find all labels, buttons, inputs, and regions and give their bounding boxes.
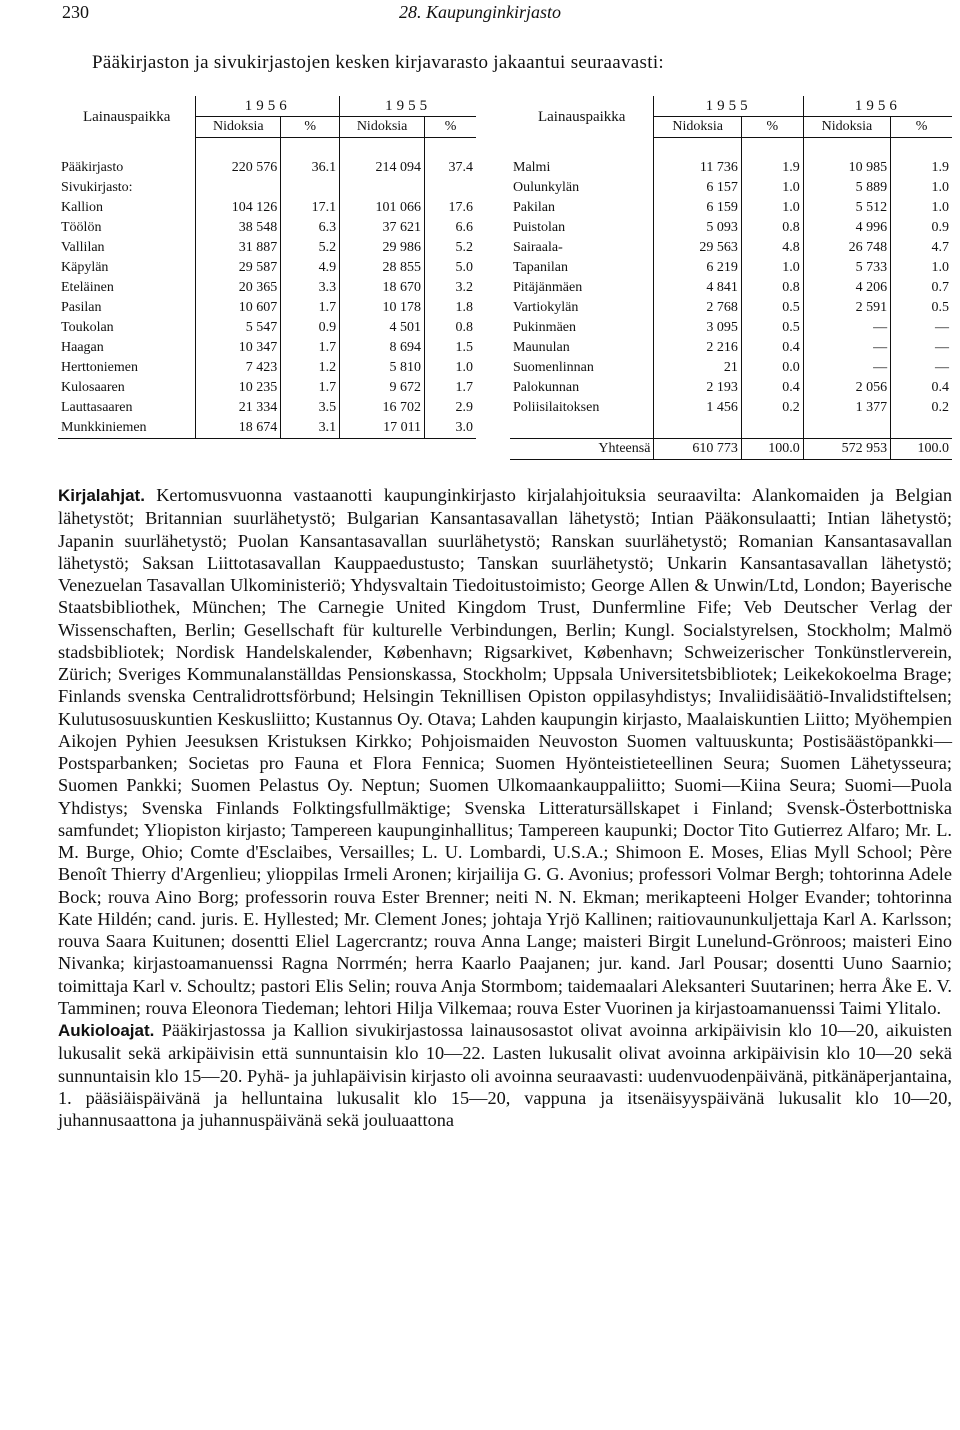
percent-cell: 17.6 [448, 200, 473, 215]
percent-cell: 1.5 [455, 340, 473, 355]
volumes-cell: 4 841 [654, 278, 741, 298]
percent-cell: 17.1 [281, 198, 340, 218]
volumes-cell: 4 996 [803, 218, 890, 238]
volumes-cell: 2 193 [654, 378, 741, 398]
table-row [58, 358, 476, 378]
column-header-percent: % [891, 117, 952, 138]
percent-cell: 1.0 [455, 360, 473, 375]
place-name-cell: Haagan [58, 338, 196, 358]
column-header-place: Lainauspaikka [58, 96, 196, 138]
volumes-cell: 7 423 [196, 358, 281, 378]
percent-cell: 1.0 [741, 198, 803, 218]
volumes-cell: 5 512 [803, 198, 890, 218]
volumes-cell: 16 702 [340, 398, 425, 418]
volumes-cell: 38 548 [196, 218, 281, 238]
percent-cell: — [935, 360, 949, 375]
place-name-cell: Suomenlinnan [510, 358, 654, 378]
percent-cell: 0.5 [931, 300, 949, 315]
place-name-cell: Lauttasaaren [58, 398, 196, 418]
percent-cell [281, 178, 340, 198]
volumes-cell: 17 011 [340, 418, 425, 439]
volumes-cell: 37 621 [340, 218, 425, 238]
percent-cell: — [935, 320, 949, 335]
volumes-cell: 5 810 [340, 358, 425, 378]
place-name-cell: Sairaala- [510, 238, 654, 258]
percent-cell: 1.0 [741, 258, 803, 278]
percent-cell: 1.7 [281, 378, 340, 398]
place-name-cell: Tapanilan [510, 258, 654, 278]
percent-cell: 1.7 [455, 380, 473, 395]
percent-cell: 1.2 [281, 358, 340, 378]
percent-cell: 6.6 [455, 220, 473, 235]
paragraph [58, 484, 952, 1019]
total-volumes: 610 773 [654, 439, 741, 460]
column-header-place: Lainauspaikka [510, 96, 654, 138]
body-text [58, 484, 952, 1131]
volumes-cell: 21 [654, 358, 741, 378]
volumes-cell: 28 855 [340, 258, 425, 278]
column-header-percent: % [425, 117, 476, 138]
percent-cell: 1.8 [455, 300, 473, 315]
percent-cell: 1.9 [931, 160, 949, 175]
section-heading: Pääkirjaston ja sivukirjastojen kesken kirjavarasto jakaantui seuraavasti: [92, 52, 664, 73]
place-name-cell: Eteläinen [58, 278, 196, 298]
percent-cell: 1.9 [741, 158, 803, 178]
total-label: Yhteensä [510, 439, 654, 460]
volumes-cell: 21 334 [196, 398, 281, 418]
percent-cell: 1.0 [931, 260, 949, 275]
volumes-cell: 2 056 [803, 378, 890, 398]
column-header-volumes: Nidoksia [196, 117, 281, 138]
table-row [58, 398, 476, 418]
place-name-cell: Vartiokylän [510, 298, 654, 318]
table-row [510, 298, 952, 318]
volumes-cell: 104 126 [196, 198, 281, 218]
running-title: 28. Kaupunginkirjasto [398, 2, 561, 22]
volumes-cell [196, 178, 281, 198]
volumes-cell: 220 576 [196, 158, 281, 178]
column-header-volumes: Nidoksia [803, 117, 890, 138]
volumes-cell [340, 178, 425, 198]
volumes-cell: 10 178 [340, 298, 425, 318]
volumes-cell: 10 607 [196, 298, 281, 318]
percent-cell: 3.2 [455, 280, 473, 295]
table-row [58, 318, 476, 338]
volumes-cell: — [803, 318, 890, 338]
volumes-cell: 2 591 [803, 298, 890, 318]
place-name-cell: Oulunkylän [510, 178, 654, 198]
percent-cell: — [935, 340, 949, 355]
volumes-cell: 5 093 [654, 218, 741, 238]
volumes-cell: 8 694 [340, 338, 425, 358]
volumes-cell: 6 157 [654, 178, 741, 198]
table-row [58, 198, 476, 218]
percent-cell: 0.0 [741, 358, 803, 378]
volumes-cell: 2 216 [654, 338, 741, 358]
percent-cell: 3.5 [281, 398, 340, 418]
volumes-cell: 9 672 [340, 378, 425, 398]
paragraph-heading: Aukioloajat. [58, 1021, 155, 1040]
volumes-cell: 3 095 [654, 318, 741, 338]
volumes-cell: 31 887 [196, 238, 281, 258]
table-row [510, 198, 952, 218]
volumes-cell: 1 456 [654, 398, 741, 418]
table-row [58, 298, 476, 318]
volumes-cell: 10 235 [196, 378, 281, 398]
volumes-cell: 26 748 [803, 238, 890, 258]
percent-cell: 0.8 [455, 320, 473, 335]
place-name-cell: Toukolan [58, 318, 196, 338]
place-name-cell: Kallion [58, 198, 196, 218]
table-row [58, 278, 476, 298]
table-row [58, 178, 476, 198]
column-header-year: 1955 [385, 98, 432, 114]
volumes-cell: 5 547 [196, 318, 281, 338]
volumes-cell: 1 377 [803, 398, 890, 418]
volumes-cell: 18 674 [196, 418, 281, 439]
place-name-cell: Herttoniemen [58, 358, 196, 378]
place-name-cell: Pääkirjasto [58, 158, 196, 178]
place-name-cell: Pukinmäen [510, 318, 654, 338]
table-row [58, 238, 476, 258]
total-volumes: 572 953 [803, 439, 890, 460]
place-name-cell: Maunulan [510, 338, 654, 358]
percent-cell: 1.0 [931, 200, 949, 215]
percent-cell: 1.0 [931, 180, 949, 195]
table-row [510, 158, 952, 178]
column-header-percent: % [281, 117, 340, 138]
place-name-cell: Malmi [510, 158, 654, 178]
percent-cell: 6.3 [281, 218, 340, 238]
place-name-cell: Vallilan [58, 238, 196, 258]
table-row [58, 218, 476, 238]
volumes-cell: 18 670 [340, 278, 425, 298]
percent-cell: 1.7 [281, 298, 340, 318]
percent-cell: 0.8 [741, 278, 803, 298]
volumes-cell: 5 889 [803, 178, 890, 198]
percent-cell: 0.9 [281, 318, 340, 338]
paragraph-heading: Kirjalahjat. [58, 486, 145, 505]
percent-cell: 0.5 [741, 318, 803, 338]
place-name-cell: Pasilan [58, 298, 196, 318]
place-name-cell: Kulosaaren [58, 378, 196, 398]
place-name-cell: Pitäjänmäen [510, 278, 654, 298]
volumes-cell: 6 159 [654, 198, 741, 218]
volumes-cell: — [803, 338, 890, 358]
table-row [58, 338, 476, 358]
volumes-cell: 4 206 [803, 278, 890, 298]
table-row [510, 278, 952, 298]
page-header [0, 0, 960, 30]
total-percent: 100.0 [741, 439, 803, 460]
percent-cell: 0.2 [931, 400, 949, 415]
percent-cell: 37.4 [448, 160, 473, 175]
volumes-cell: 101 066 [340, 198, 425, 218]
percent-cell: 0.2 [741, 398, 803, 418]
percent-cell: 3.3 [281, 278, 340, 298]
table-row [58, 258, 476, 278]
volumes-cell: 20 365 [196, 278, 281, 298]
table-row [58, 158, 476, 178]
percent-cell: 4.7 [931, 240, 949, 255]
percent-cell: 4.9 [281, 258, 340, 278]
percent-cell: 0.4 [741, 338, 803, 358]
percent-cell: 3.0 [425, 418, 476, 439]
percent-cell: 2.9 [455, 400, 473, 415]
percent-cell: 36.1 [281, 158, 340, 178]
table-row [510, 398, 952, 418]
volumes-cell: 4 501 [340, 318, 425, 338]
place-name-cell: Pakilan [510, 198, 654, 218]
column-header-volumes: Nidoksia [654, 117, 741, 138]
table-row [510, 218, 952, 238]
volumes-cell: 2 768 [654, 298, 741, 318]
column-header-percent: % [741, 117, 803, 138]
volumes-cell: 10 985 [803, 158, 890, 178]
volumes-cell: 10 347 [196, 338, 281, 358]
percent-cell: 3.1 [281, 418, 340, 439]
volumes-cell: 29 587 [196, 258, 281, 278]
table-row [510, 378, 952, 398]
table-row [58, 418, 476, 439]
percent-cell: 0.4 [931, 380, 949, 395]
table-row [510, 238, 952, 258]
table-row [58, 378, 476, 398]
table-row [510, 178, 952, 198]
column-header-year: 1956 [196, 96, 340, 117]
percent-cell: 5.0 [455, 260, 473, 275]
place-name-cell: Käpylän [58, 258, 196, 278]
volumes-cell: 214 094 [340, 158, 425, 178]
place-name-cell: Poliisilaitoksen [510, 398, 654, 418]
percent-cell: 0.5 [741, 298, 803, 318]
total-percent: 100.0 [891, 439, 952, 460]
page-number: 230 [62, 2, 89, 22]
volumes-cell: 6 219 [654, 258, 741, 278]
percent-cell: 1.7 [281, 338, 340, 358]
percent-cell: 4.8 [741, 238, 803, 258]
place-name-cell: Munkkiniemen [58, 418, 196, 439]
volumes-cell: 29 986 [340, 238, 425, 258]
column-header-volumes: Nidoksia [340, 117, 425, 138]
table-row [510, 338, 952, 358]
volumes-cell: 5 733 [803, 258, 890, 278]
table-row [510, 258, 952, 278]
table-row [510, 318, 952, 338]
place-name-cell: Puistolan [510, 218, 654, 238]
place-name-cell: Palokunnan [510, 378, 654, 398]
percent-cell: 5.2 [281, 238, 340, 258]
left-holdings-table [58, 96, 476, 439]
volumes-cell: — [803, 358, 890, 378]
percent-cell: 5.2 [455, 240, 473, 255]
place-name-cell: Sivukirjasto: [58, 178, 196, 198]
percent-cell: 0.9 [931, 220, 949, 235]
percent-cell: 0.8 [741, 218, 803, 238]
total-row [510, 439, 952, 460]
table-row [510, 358, 952, 378]
paragraph-text: Pääkirjastossa ja Kallion sivukirjastossa lainausosastot olivat avoinna arkipäivisin klo 10—20, aikuisten lukusalit sekä arkipäivisin että sunnuntaisin klo 10—22. Lasten lukusalit olivat avoinna arkipäivisin klo 10—20 sekä sunnuntaisin klo 15—20. Pyhä- ja juhlapäivisin kirjasto oli avoinna seuraavasti: uudenvuodenpäivänä, pitkänäperjantaina, 1. pääsiäispäivänä ja helluntaina lukusalit klo 15—20, vappuna ja itsenäisyyspäivänä lukusalit klo 10—20, juhannusaattona ja juhannuspäivänä sekä jouluaattona [58, 1020, 952, 1130]
right-holdings-table [510, 96, 952, 460]
column-header-year: 1956 [854, 98, 901, 114]
paragraph [58, 1019, 952, 1131]
volumes-cell: 11 736 [654, 158, 741, 178]
percent-cell: 0.4 [741, 378, 803, 398]
paragraph-text: Kertomusvuonna vastaanotti kaupunginkirjasto kirjalahjoituksia seuraavilta: Alankomaiden ja Belgian lähetystöt; Britannian suurlähetystö; Bulgarian Kansantasavallan lähetystö; Intian Pääkonsulaatti; Intian lähetystö; Japanin suurlähetystö; Puolan Kansantasavallan suurlähetystö; Ranskan suurlähetystö; Romanian Kansantasavallan lähetystö; Saksan Liittotasavallan Kauppaedustusto; Tanskan suurlähetystö; Unkarin Kansantasavallan lähetystö; Venezuelan Tasavallan Ulkoministeriö; Yhdysvaltain Tiedoitustoimisto; George Allen & Unwin/Ltd, London; Bayerische Staatsbibliothek, München; The Carnegie United Kingdom Trust, Dunfermline Fife; Veb Deutscher Verlag der Wissenschaften, Berlin; Gesellschaft für kulturelle Verbindungen, Berlin; Kungl. Socialstyrelsen, Stockholm; Malmö stadsbibliotek; Nordisk Handelskalender, København; Rigsarkivet, København; Schweizerischer Tonkünstlerverein, Zürich; Sveriges Kommunalanställdas Pensionskassa, Stockholm; Uppsala Universitetsbibliotek; Leikekokoelma Brage; Finlands svenska Centralidrottsförbund; Helsingin Teknillisen Opiston oppilasyhdistys; Invaliidisäätiö-Invalidstiftelsen; Kulutusosuuskuntien Keskusliitto; Kustannus Oy. Otava; Lahden kaupungin kirjasto, Maalaiskuntien Liitto; Myöhempien Aikojen Pyhien Jeesuksen Kristuksen Kirkko; Pohjoismaiden Neuvoston Suomen valtuuskunta; Postisäästöpankki—Postsparbanken; Societas pro Fauna et Flora Fennica; Suomen Hyönteistieteellinen Seura; Suomen Lähetysseura; Suomen Pankki; Suomen Pelastus Oy. Neptun; Suomen Ulkomaankauppaliitto; Suomi—Kiina Seura; Suomi—Puola Yhdistys; Svenska Finlands Folktingsfullmäktige; Svenska Litteratursällskapet i Finland; Svensk-Österbottniska samfundet; Yliopiston kirjasto; Tampereen kaupunginhallitus; Tampereen kaupunki; Doctor Tito Gutierrez Alfaro; Mr. L. M. Burge, Ohio; Comte d'Esclaibes, Versailles; L. U. Lombardi, U.S.A.; Shimoon E. Moses, Elias Myll School; Père Benoît Thierry d'Argenlieu; ylioppilas Irmeli Aronen; kirjailija G. G. Avonius; professori Volmar Bergh; tohtorinna Adele Bock; rouva Aino Borg; professorin rouva Ester Brenner; neiti N. N. Ekman; merikapteeni Holger Evander; tohtorinna Kate Hildén; cand. juris. E. Hyllested; Mr. Clement Jones; johtaja Yrjö Kallinen; raitiovaununkuljettaja Karl A. Karlsson; rouva Saara Kuitunen; dosentti Eliel Lagercrantz; rouva Anna Lange; maisteri Birgit Lunelund-Grönroos; maisteri Eino Nivanka; kirjastoamanuenssi Ragna Norrmén; herra Kaarlo Paajanen; jur. kand. Jarl Pousar; dosentti Uuno Saarnio; toimittaja Karl v. Schoultz; pastori Elis Selin; rouva Anja Stormbom; taidemaalari Aleksanteri Suutarinen; herra Åke E. V. Tamminen; rouva Eleonora Tiedeman; lehtori Hilja Vilkemaa; rouva Ester Vuorinen ja kirjastoamanuenssi Taimi Ylitalo. [58, 485, 952, 1018]
percent-cell: 1.0 [741, 178, 803, 198]
percent-cell [425, 178, 476, 198]
place-name-cell: Töölön [58, 218, 196, 238]
column-header-year: 1955 [654, 96, 803, 117]
volumes-cell: 29 563 [654, 238, 741, 258]
percent-cell: 0.7 [931, 280, 949, 295]
